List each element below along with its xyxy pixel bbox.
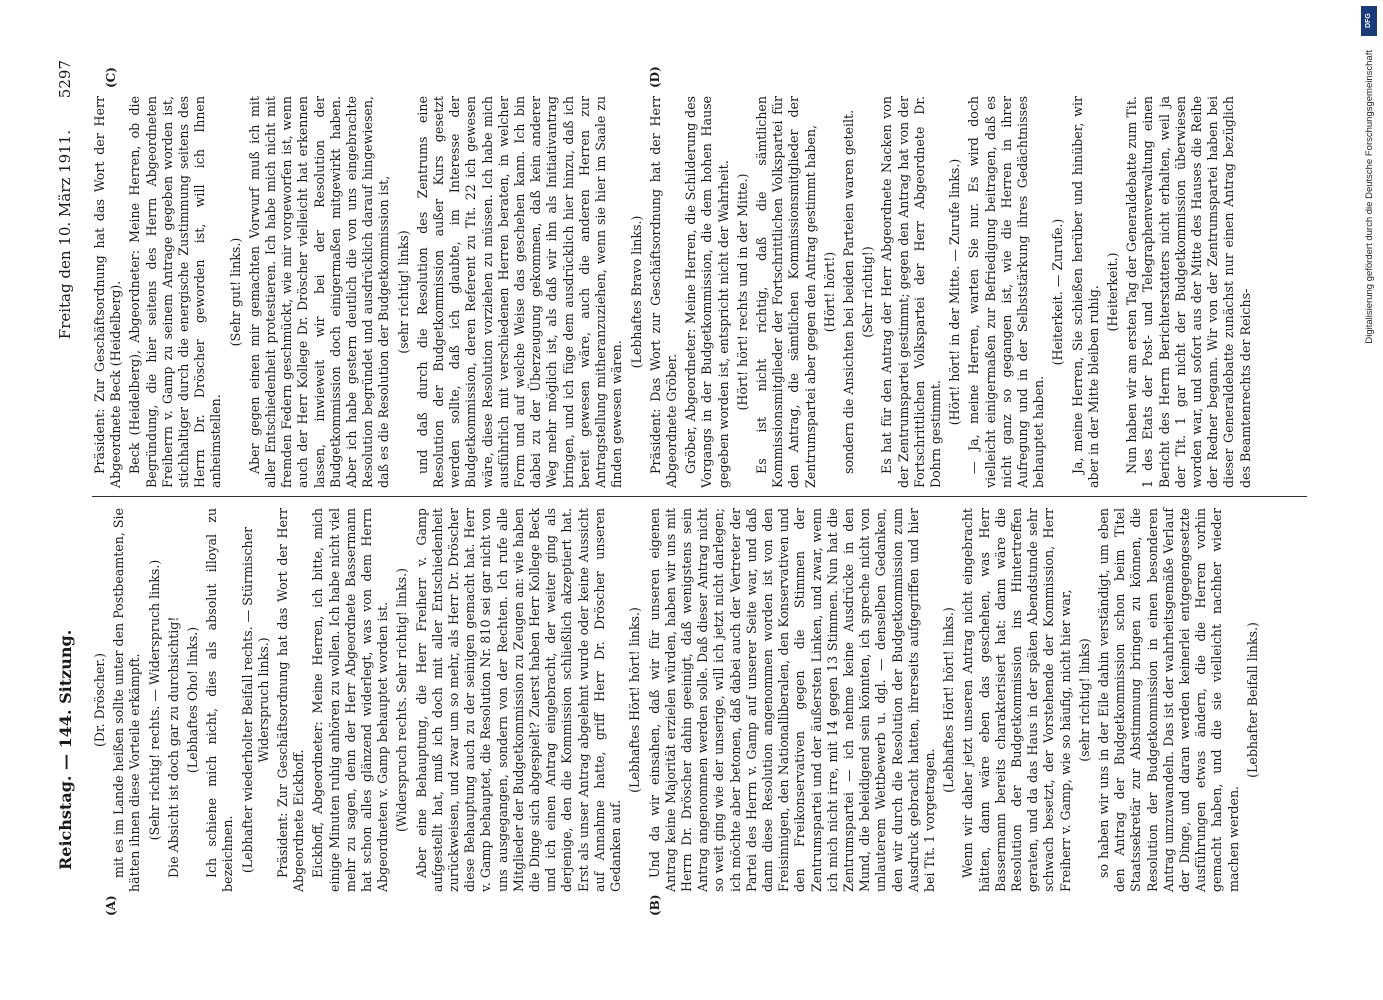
digitization-note-text: Digitalisierung gefördert durch die Deutsche Forschungsgemeinschaft: [1364, 50, 1375, 344]
paragraph: Beck (Heidelberg), Abgeordneter: Meine Herren, ob die Begründung, die hier seitens des Herrn Abgeordneten Freiherrn v. Gamp zu seinem Antrage gegeben worden ist, stichhaltiger durch die energische Zustimmung seitens des Herrn Dr. Dröscher geworden ist, will ich Ihnen anheimstellen.: [127, 96, 224, 488]
column-divider: [92, 496, 1307, 497]
paragraph: Wenn wir daher jetzt unseren Antrag nicht eingebracht hätten, dann wäre eben das geschehen, was Herr Bassermann bereits charakterisiert hat: dann wäre die Resolution der Budgetkommission ins Hintertreffen geraten, und da das Haus in der späten Abendstunde sehr schwach besetzt, der Vorstehende der Kommission, Herr Freiherr v. Gamp, wie so häufig, nicht hier war,: [960, 508, 1073, 892]
paragraph: (Heiterkeit. — Zurufe.): [1050, 218, 1066, 366]
paragraph: (Dr. Dröscher.): [92, 653, 107, 747]
margin-mark-b: (B): [648, 894, 662, 916]
paragraph: (Hört! hört! in der Mitte. — Zurufe links.): [947, 158, 963, 426]
paragraph: (sehr richtig! links): [395, 230, 411, 354]
paragraph: mit es im Lande heißen sollte unter den Postbeamten, Sie hätten ihnen diese Vorteile erkämpft.: [111, 508, 143, 892]
paragraph: (Lebhaftes Bravo links.): [628, 215, 644, 369]
paragraph: Ich schiene mich nicht, dies als absolut illoyal zu bezeichnen.: [204, 508, 236, 892]
paragraph: (sehr richtig! links): [1076, 638, 1092, 762]
paragraph: Präsident: Zur Geschäftsordnung hat das Wort der Herr Abgeordnete Eickhoff.: [275, 508, 307, 892]
paragraph: so haben wir uns in der Eile dahin verständigt, um eben den Antrag der Budgetkommission schon beim Titel Staatssekretär zur Abstimmung bringen zu können, die Resolution der Budgetkommission in einen besonderen Antrag umzuwandeln. Das ist der wahrheitsgemäße Verlauf der Dinge, und daran werden keinerlei entgegengesetzte Ausführungen etwas ändern, die die Herren vorhin gemacht haben, und die sie vielleicht nachher wieder machen werden.: [1095, 508, 1241, 892]
paragraph: und daß durch die Resolution des Zentrums eine Resolution der Budgetkommission außer Kurs gesetzt werden sollte, daß ich glaubte, im Interesse der Budgetkommission, deren Referent zu Tit. 22 ich gewesen wäre, diese Resolution vorziehen zu müssen. Ich habe mich ausführlich mit verschiedenen Herren beraten, in welcher Form und auf welche Weise das geschehen kann. Ich bin dabei zu der Überzeugung gekommen, daß kein anderer Weg mehr möglich ist, als daß wir ihn als Initiativantrag bringen, und ich füge dem ausdrücklich hier hinzu, daß ich bereit gewesen wäre, auch die anderen Herren zur Antragstellung mitheranzuziehen, wenn sie hier im Saale zu finden gewesen wären.: [414, 96, 625, 488]
paragraph: Die Absicht ist doch gar zu durchsichtig!: [165, 616, 181, 878]
paragraph: (Heiterkeit.): [1104, 252, 1120, 332]
paragraph: Präsident: Das Wort zur Geschäftsordnung hat der Herr Abgeordnete Gröber.: [647, 96, 679, 488]
paragraph: (Lebhaftes Hört! hört! links.): [627, 607, 643, 793]
paragraph: (Lebhafter Beifall links.): [1244, 622, 1260, 778]
digitization-note: [1357, 6, 1375, 986]
paragraph: Eickhoff, Abgeordneter: Meine Herren, ich bitte, mich einige Minuten ruhig anhören zu wollen. Ich habe nicht viel mehr zu sagen, denn der Herr Abgeordnete Bassermann hat schon alles glänzend widerlegt, was von dem Herrn Abgeordneten v. Gamp behauptet worden ist.: [310, 508, 391, 892]
column-left: [92, 508, 1323, 892]
paragraph: Aber eine Behauptung, die Herr Freiherr v. Gamp aufgestellt hat, muß ich doch mit aller Entschiedenheit zurückweisen, und zwar um so mehr, als Herr Dr. Dröscher diese Behauptung auch zu der seinigen gemacht hat. Herr v. Gamp behauptet, die Resolution Nr. 810 sei gar nicht von uns ausgegangen, sondern von der Rechten. Ich rufe alle Mitglieder der Budgetkommission zu Zeugen an: wie haben die Dinge sich abgespielt? Zuerst haben Herr Kollege Beck und ich einen Antrag eingebracht, der weiter ging als derjenige, den die Kommission schließlich akzeptiert hat. Erst als unser Antrag abgelehnt wurde oder keine Aussicht auf Annahme hatte, griff Herr Dr. Dröscher unseren Gedanken auf.: [413, 508, 624, 892]
paragraph: (Lebhaftes Hört! hört! links.): [941, 607, 957, 793]
paragraph: Präsident: Zur Geschäftsordnung hat das Wort der Herr Abgeordnete Beck (Heidelberg).: [92, 96, 124, 488]
page-header: [52, 60, 82, 940]
paragraph: Gröber, Abgeordneter: Meine Herren, die Schilderung des Vorgangs in der Budgetkommission, die dem hohen Hause gegeben worden ist, entspricht nicht der Wahrheit.: [683, 96, 731, 488]
margin-mark-c: (C): [104, 67, 118, 88]
dfg-logo: DFG: [1361, 6, 1377, 36]
paragraph: Aber gegen einen mir gemachten Vorwurf muß ich mit aller Entschiedenheit protestieren. Ich habe mich nicht mit fremden Federn geschmückt, wie mir vorgeworfen ist, wenn auch der Herr Kollege Dr. Dröscher vielleicht hat erkennen lassen, inwieweit wir bei der Resolution der Budgetkommission doch einigermaßen mitgewirkt haben. Aber ich habe gestern deutlich die von uns eingebrachte Resolution begründet und ausdrücklich darauf hingewiesen, daß es die Resolution der Budgetkommission ist,: [246, 96, 392, 488]
header-right-title: Freitag den 10. März 1911.: [56, 130, 74, 340]
paragraph: Ja, meine Herren, Sie schießen herüber und hinüber, wir aber in der Mitte bleiben ruhig.: [1069, 96, 1101, 488]
margin-mark-d: (D): [648, 66, 662, 88]
paragraph: (Hört! hört! rechts und in der Mitte.): [734, 173, 750, 411]
margin-mark-a: (A): [104, 895, 118, 916]
paragraph: Es ist nicht richtig, daß die sämtlichen Kommissionsmitglieder der Fortschrittlichen Volkspartei für den Antrag, die sämtlichen Kommissionsmitglieder der Zentrumspartei aber gegen den Antrag gestimmt haben,: [753, 96, 818, 488]
paragraph: Nun haben wir am ersten Tag der Generaldebatte zum Tit. 1 des Etats der Post- und Telegraphenverwaltung einen Bericht des Herrn Berichterstatters nicht erhalten, weil ja der Tit. 1 gar nicht der Budgetkommission überwiesen worden war, und sofort aus der Mitte des Hauses die Reihe der Redner begann. Wir von der Zentrumspartei haben bei dieser Generaldebatte zunächst nur einen Antrag bezüglich des Beamtenrechts der Reichs-: [1124, 96, 1253, 488]
paragraph: Und da wir einsahen, daß wir für unseren eigenen Antrag keine Majorität erzielen würden, haben wir uns mit Herrn Dr. Dröscher dahin geeinigt, daß wenigstens sein Antrag angenommen werden solle. Daß dieser Antrag nicht so weit ging wie der unserige, will ich jetzt nicht darlegen; ich möchte aber betonen, daß dabei auch der Vertreter der Partei des Herrn v. Gamp auf unserer Seite war, und daß dann diese Resolution angenommen worden ist von den Freisinnigen, den Nationalliberalen, den Konservativen und den Freikonservativen gegen die Stimmen der Zentrumspartei und der äußersten Linken, und zwar, wenn ich mich nicht irre, mit 14 gegen 13 Stimmen. Nun hat die Zentrumspartei — ich nehme keine Ausdrücke in den Mund, die beleidigend sein könnten, ich spreche nicht von unlauterem Wettbewerb u. dgl. — denselben Gedanken, den wir durch die Resolution der Budgetkommission zum Ausdruck gebracht hatten, ihrerseits aufgegriffen und hier bei Tit. 1 vorgetragen.: [646, 508, 937, 892]
header-left-title: Reichstag. — 144. Sitzung.: [56, 629, 75, 870]
paragraph: (Sehr richtig! rechts. — Widerspruch links.): [146, 559, 162, 841]
paragraph: (Widerspruch rechts. Sehr richtig! links.): [394, 568, 410, 833]
column-right: [92, 96, 1323, 488]
page-number: 5297: [56, 60, 74, 99]
paragraph: (Sehr gut! links.): [227, 237, 243, 347]
paragraph: (Sehr richtig!): [860, 246, 876, 338]
paragraph: sondern die Ansichten bei beiden Parteien waren geteilt.: [840, 109, 856, 474]
paragraph: Es hat für den Antrag der Herr Abgeordnete Nacken von der Zentrumspartei gestimmt; gegen den Antrag hat von der Fortschrittlichen Volkspartei der Herr Abgeordnete Dr. Dohrn gestimmt.: [879, 96, 943, 488]
paragraph: (Hört! hört!): [821, 251, 837, 333]
paragraph: (Lebhafter wiederholter Beifall rechts. — Stürmischer Widerspruch links.): [239, 526, 271, 874]
paragraph: (Lebhaftes Oho! links.): [185, 626, 201, 774]
paragraph: — Ja, meine Herren, warten Sie nur. Es wird doch vielleicht einigermaßen zur Befriedigung beitragen, daß es nicht ganz so gegangen ist, wie die Herren in ihrer Aufregung und in der Selbststärkung ihres Gedächtnisses behauptet haben.: [966, 96, 1047, 488]
